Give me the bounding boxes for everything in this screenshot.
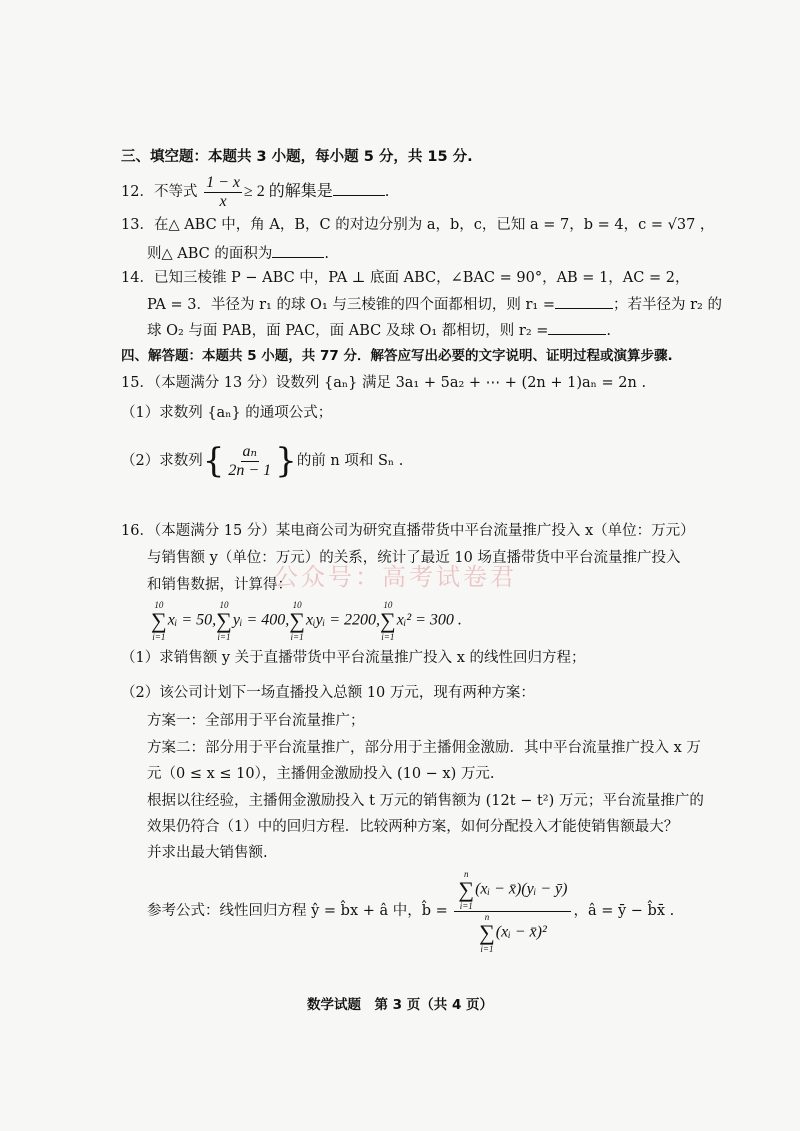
q12-post: ≥ 2 的解集是	[243, 183, 333, 200]
sigma-symbol: 10 ∑ i=1	[380, 600, 396, 642]
q14-line-3-pre: 球 O₂ 与面 PAB，面 PAC，面 ABC 及球 O₁ 都相切，则 r₂ =	[147, 323, 549, 339]
q12-number: 12．	[121, 184, 154, 200]
sigma-symbol: 10 ∑ i=1	[289, 600, 305, 642]
q14-line-3-end: .	[606, 323, 612, 339]
q15-fraction	[226, 443, 273, 480]
q12-pre: 不等式	[153, 184, 198, 200]
sum-xy: xᵢyᵢ = 2200,	[305, 611, 380, 629]
q15-part-2-post: 的前 n 项和 Sₙ .	[296, 453, 404, 469]
section-4-heading: 四、解答题：本题共 5 小题，共 77 分．解答应写出必要的文字说明、证明过程或演算步骤.	[121, 348, 673, 364]
sum-x: xᵢ = 50,	[167, 611, 217, 629]
q13-end: .	[324, 246, 329, 262]
q15-fraction-denominator: 2n − 1	[228, 461, 272, 479]
reference-pre: 参考公式：线性回归方程 ŷ = b̂x + â 中，b̂ =	[147, 903, 448, 919]
question-15-part-2	[121, 440, 403, 482]
question-12	[121, 172, 389, 212]
q13-answer-blank[interactable]	[272, 243, 324, 258]
q14-line-2-pre: PA = 3．半径为 r₁ 的球 O₁ 与三棱锥的四个面都相切，则 r₁ =	[147, 297, 555, 313]
question-16-part-1: （1）求销售额 y 关于直播带货中平台流量推广投入 x 的线性回归方程；	[121, 650, 586, 666]
section-3-heading: 三、填空题：本题共 3 小题，每小题 5 分，共 15 分.	[121, 149, 473, 165]
question-16-line-1: 16．（本题满分 15 分）某电商公司为研究直播带货中平台流量推广投入 x（单位：万元）	[121, 523, 695, 539]
q15-fraction-numerator: aₙ	[242, 442, 258, 460]
sum-y: yᵢ = 400,	[232, 611, 290, 629]
q14-answer-blank-1[interactable]	[555, 294, 613, 309]
question-14-line-1: 14．已知三棱锥 P − ABC 中，PA ⊥ 底面 ABC，∠BAC = 90°，AB = 1，AC = 2，	[121, 270, 690, 286]
q12-fraction-denominator: x	[219, 192, 227, 210]
question-16-part-2: （2）该公司计划下一场直播投入总额 10 万元，现有两种方案：	[121, 685, 535, 701]
sigma-symbol: 10 ∑ i=1	[216, 600, 232, 642]
reference-formula	[147, 866, 674, 961]
q12-fraction	[204, 174, 242, 211]
reference-denominator: n ∑ i=1 (xᵢ − x̄)²	[479, 911, 547, 954]
reference-post: ，â = ȳ − b̂x̄ .	[573, 903, 675, 919]
question-16-line-3: 和销售数据，计算得：	[147, 577, 292, 593]
q12-end: .	[384, 184, 390, 200]
q15-part-2-pre: （2）求数列	[121, 453, 203, 469]
watermark: 公众号：高考试卷君	[274, 563, 517, 591]
question-15-head: 15．（本题满分 13 分）设数列 {aₙ} 满足 3a₁ + 5a₂ + ⋯ + (2n + 1)aₙ = 2n .	[121, 375, 647, 391]
plan-2-line-2: 元（0 ≤ x ≤ 10），主播佣金激励投入 (10 − x) 万元.	[147, 766, 495, 782]
experience-line-3: 并求出最大销售额.	[147, 845, 268, 861]
q13-line-2-text: 则△ ABC 的面积为	[147, 246, 273, 262]
experience-line-2: 效果仍符合（1）中的回归方程．比较两种方案，如何分配投入才能使销售额最大？	[147, 819, 679, 835]
sigma-symbol: n ∑ i=1	[458, 868, 475, 911]
q15-right-brace: }	[275, 441, 297, 481]
sum-x-squared: xᵢ² = 300 .	[396, 611, 462, 629]
reference-fraction	[454, 869, 571, 954]
sigma-symbol: 10 ∑ i=1	[151, 600, 167, 642]
q14-line-2-post: ；若半径为 r₂ 的	[612, 297, 722, 313]
plan-2-line-1: 方案二：部分用于平台流量推广，部分用于主播佣金激励．其中平台流量推广投入 x 万	[147, 740, 701, 756]
q12-fraction-numerator: 1 − x	[206, 173, 240, 191]
page-footer: 数学试题 第 3 页（共 4 页）	[306, 997, 494, 1013]
question-13-line-2	[147, 243, 329, 264]
question-14-line-3	[147, 320, 611, 341]
q14-answer-blank-2[interactable]	[548, 320, 606, 335]
sigma-symbol: n ∑ i=1	[479, 911, 495, 954]
question-14-line-2	[147, 294, 722, 315]
reference-numerator: n ∑ i=1 (xᵢ − x̄)(yᵢ − ȳ)	[454, 869, 571, 912]
q12-answer-blank[interactable]	[333, 181, 385, 196]
plan-1: 方案一：全部用于平台流量推广；	[147, 713, 365, 729]
question-15-part-1: （1）求数列 {aₙ} 的通项公式；	[121, 405, 333, 421]
experience-line-1: 根据以往经验，主播佣金激励投入 t 万元的销售额为 (12t − t²) 万元；平台流量推广的	[147, 793, 704, 809]
q16-summations	[151, 600, 462, 640]
question-16-line-2: 与销售额 y（单位：万元）的关系，统计了最近 10 场直播带货中平台流量推广投入	[147, 550, 681, 566]
question-13-line-1: 13．在△ ABC 中，角 A，B，C 的对边分别为 a，b，c，已知 a = 7，b = 4，c = √37 ，	[121, 217, 715, 233]
q15-left-brace: {	[202, 441, 225, 481]
